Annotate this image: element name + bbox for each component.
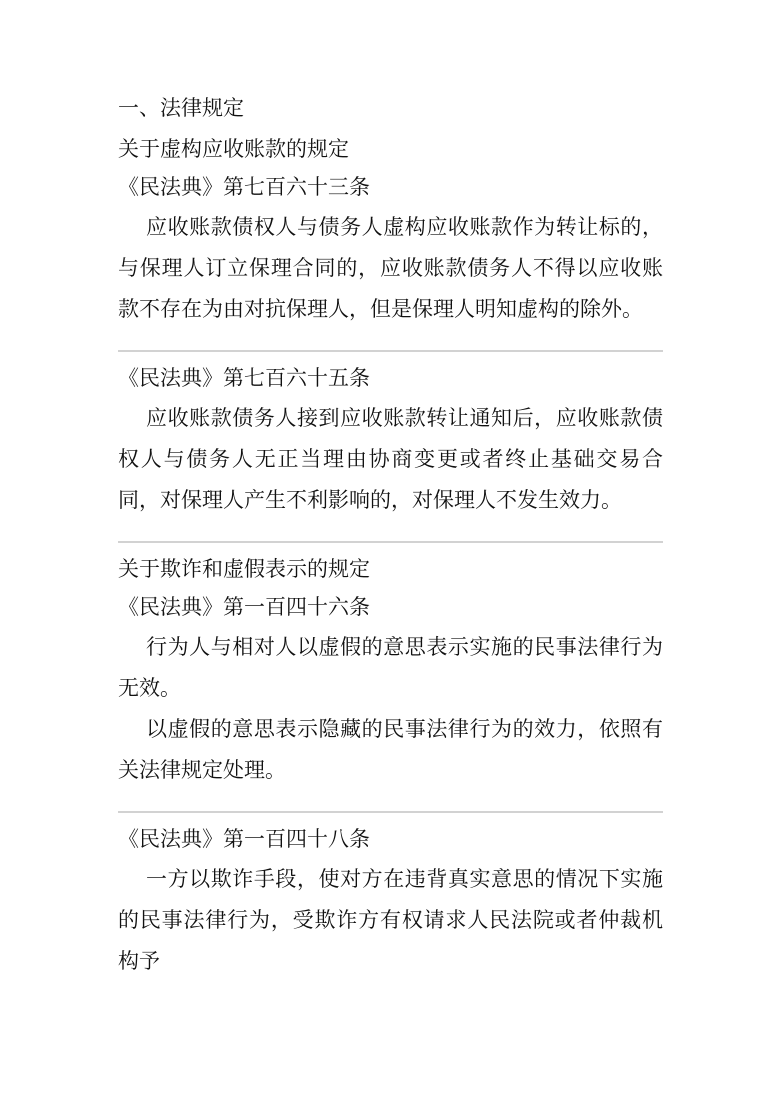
article-heading: 《民法典》第一百四十六条 bbox=[118, 595, 370, 619]
article-heading: 《民法典》第一百四十八条 bbox=[118, 827, 370, 851]
article-paragraph: 应收账款债权人与债务人虚构应收账款作为转让标的，与保理人订立保理合同的，应收账款债务人不得以应收账款不存在为由对抗保理人，但是保理人明知虚构的除外。 bbox=[118, 215, 663, 321]
article-paragraph: 一方以欺诈手段，使对方在违背真实意思的情况下实施的民事法律行为，受欺诈方有权请求人民法院或者仲裁机构予 bbox=[118, 867, 663, 973]
section-divider bbox=[118, 811, 663, 813]
section-divider bbox=[118, 541, 663, 543]
article-heading: 《民法典》第七百六十五条 bbox=[118, 366, 370, 390]
document-page bbox=[118, 90, 663, 982]
topic-title: 关于欺诈和虚假表示的规定 bbox=[118, 557, 370, 581]
section-title: 一、法律规定 bbox=[118, 96, 244, 120]
article-heading: 《民法典》第七百六十三条 bbox=[118, 175, 370, 199]
article-paragraph: 以虚假的意思表示隐藏的民事法律行为的效力，依照有关法律规定处理。 bbox=[118, 717, 663, 782]
article-paragraph: 应收账款债务人接到应收账款转让通知后，应收账款债权人与债务人无正当理由协商变更或者终止基础交易合同，对保理人产生不利影响的，对保理人不发生效力。 bbox=[118, 406, 663, 512]
article-paragraph: 行为人与相对人以虚假的意思表示实施的民事法律行为无效。 bbox=[118, 635, 663, 700]
section-divider bbox=[118, 350, 663, 352]
topic-title: 关于虚构应收账款的规定 bbox=[118, 137, 349, 161]
